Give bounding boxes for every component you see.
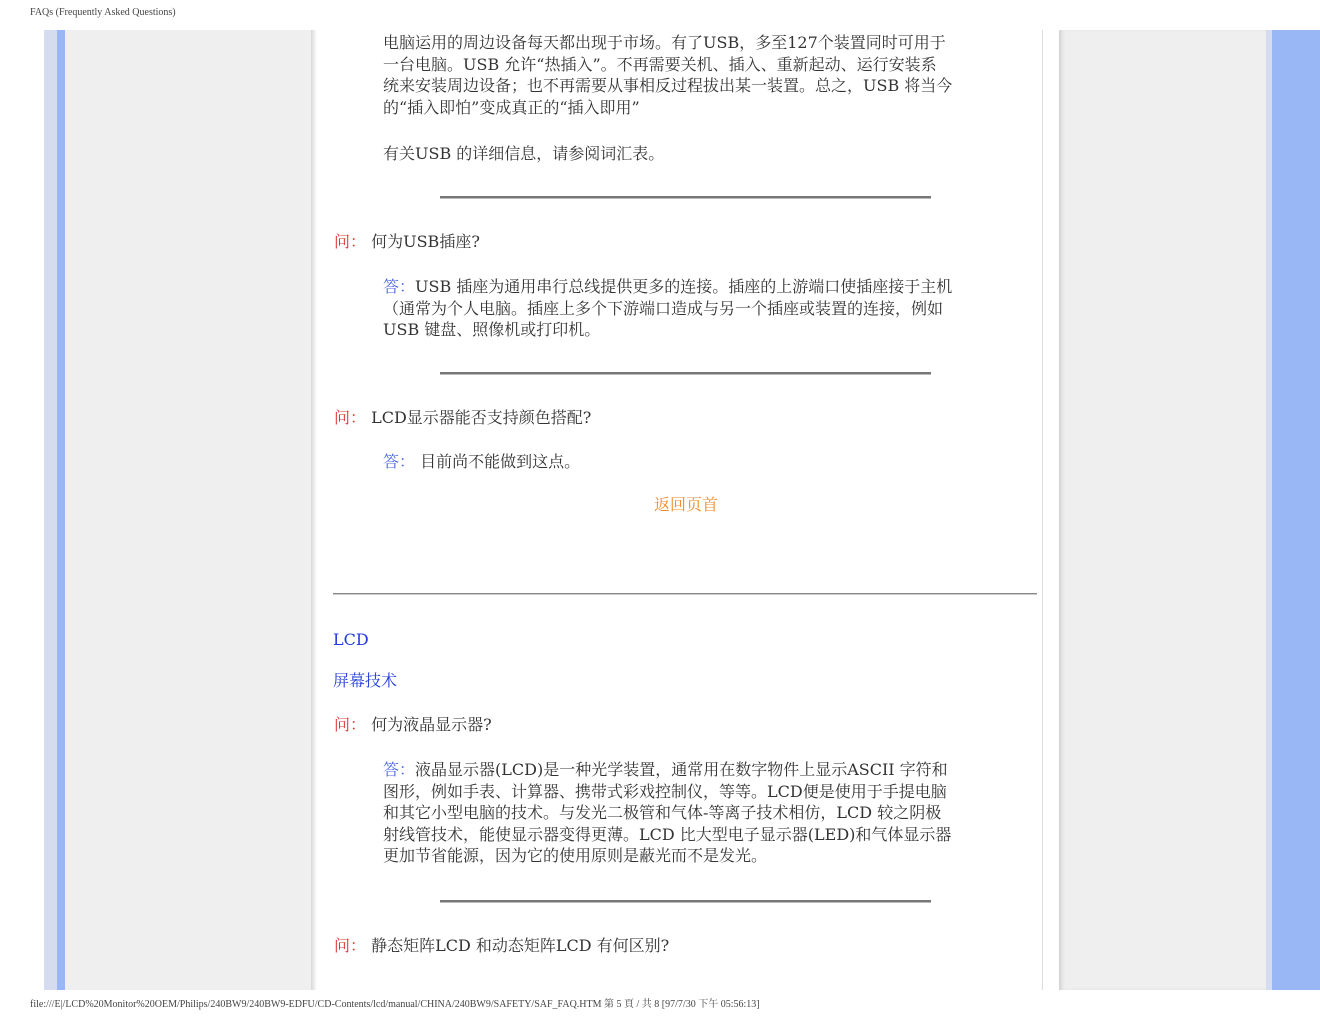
usb-paragraph-line: 的“插入即怕”变成真正的“插入即用” [383,97,640,117]
question-text: 何为液晶显示器? [371,715,492,734]
right-content-edge [1042,30,1043,990]
left-margin-light-bar [44,30,57,990]
usb-paragraph-line: 统来安装周边设备；也不再需要从事相反过程拔出某一装置。总之，USB 将当今 [383,76,953,95]
faq-question-matrix [334,935,669,957]
page-footer: file:///E|/LCD%20Monitor%20OEM/Philips/240BW9/240BW9-EDFU/CD-Contents/lcd/manual/CHINA/240BW9/SAFETY/SAF_FAQ.HTM 第 5 頁 / 共 8 [97/7/30 下午 05:56:13] [30,999,760,1010]
answer-label: 答： [383,760,416,779]
answer-line: 图形，例如手表、计算器、携带式彩戏控制仪，等等。LCD便是使用于手提电脑 [383,781,947,801]
divider [440,372,931,375]
left-margin-blue-bar [57,30,65,990]
answer-line: USB 键盘、照像机或打印机。 [383,320,601,339]
divider [440,900,931,903]
right-gray-panel [1059,30,1266,990]
faq-answer-hub [383,276,988,341]
answer-label: 答： [383,277,416,296]
question-text: LCD显示器能否支持颜色搭配? [371,408,592,427]
answer-line: USB 插座为通用串行总线提供更多的连接。插座的上游端口使插座接于主机 [415,277,953,296]
faq-question-hub [334,231,480,253]
faq-question-lcd [334,714,492,736]
answer-text: 目前尚不能做到这点。 [420,452,581,471]
answer-line: 液晶显示器(LCD)是一种光学装置，通常用在数字物件上显示ASCII 字符和 [415,760,948,779]
answer-line: 射线管技术，能使显示器变得更薄。LCD 比大型电子显示器(LED)和气体显示器 [383,824,952,844]
section-subtitle: 屏幕技术 [333,671,398,690]
answer-line: （通常为个人电脑。插座上多个下游端口造成与另一个插座或装置的连接，例如 [383,298,944,318]
question-label: 问： [334,936,367,955]
faq-answer-lcd [383,759,988,867]
question-label: 问： [334,408,367,427]
question-label: 问： [334,232,367,251]
answer-line: 和其它小型电脑的技术。与发光二极管和气体-等离子技术相仿，LCD 较之阴极 [383,803,942,822]
usb-paragraph-line: 一台电脑。USB 允许“热插入”。不再需要关机、插入、重新起动、运行安装系 [383,54,937,74]
usb-paragraph [383,32,988,118]
answer-label: 答： [383,452,416,471]
left-content-edge [311,30,317,990]
answer-line: 更加节省能源，因为它的使用原则是蔽光而不是发光。 [383,846,768,865]
page-header: FAQs (Frequently Asked Questions) [30,7,176,18]
back-to-top-link[interactable]: 返回页首 [654,495,719,514]
divider [440,196,931,199]
usb-glossary-note: 有关USB 的详细信息，请参阅词汇表。 [383,144,665,163]
left-gray-panel [65,30,311,990]
faq-question-color [334,407,591,429]
section-title-lcd: LCD [333,630,369,649]
section-divider [333,593,1037,595]
question-label: 问： [334,715,367,734]
usb-paragraph-line: 电脑运用的周边设备每天都出现于市场。有了USB，多至127个装置同时可用于 [383,33,946,52]
question-text: 静态矩阵LCD 和动态矩阵LCD 有何区别? [371,936,670,955]
faq-answer-color [383,451,988,473]
right-margin-blue-bar [1272,30,1320,990]
question-text: 何为USB插座? [371,232,480,251]
